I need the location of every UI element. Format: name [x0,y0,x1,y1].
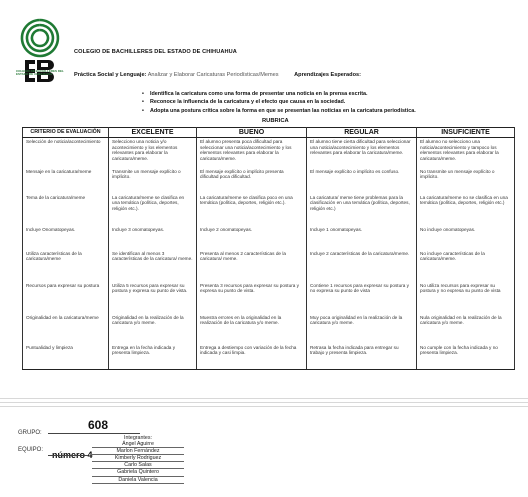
member-name: Ángel Aguirre [92,441,184,448]
table-row [23,168,515,194]
logo-caption: COLEGIO DE BACHILLERES DEL ESTADO DE CHIHUAHUA [16,69,64,77]
table-cell: No transmite un mensaje explícito o implícito. [417,168,515,194]
school-name: COLEGIO DE BACHILLERES DEL ESTADO DE CHIHUAHUA [74,49,237,55]
table-cell: El alumno no selecciono una noticia/acontecimiento y tampoco los elementos relevantes para elaborar la caricatura/meme. [417,138,515,168]
team-label: EQUIPO: [18,447,44,453]
expected-label: Aprendizajes Esperados: [294,72,361,78]
practice-value: Analizar y Elaborar Caricaturas Periodísticas/Memes [147,72,279,78]
table-cell: Incluye Onomatopeyas. [23,226,109,250]
member-name: Marlon Fernández [92,448,184,455]
table-cell: Entrega a destiempo con variación de la fecha indicada y casi limpia. [197,344,307,370]
table-cell: Originalidad en la caricatura/meme [23,314,109,344]
table-row [23,282,515,314]
table-cell: El alumno tiene cierta dificultad para seleccionar una noticia/acontecimiento y los elementos relevantes para elaborar la caricatura/meme. [307,138,417,168]
members-title: Integrantes: [124,435,152,441]
table-cell: Incluye 1 onomatopeyas. [307,226,417,250]
header-bueno: BUENO [197,128,307,138]
table-cell: La caricatura/meme se clasifica en una temática (política, deportes, religión etc.). [109,194,197,226]
member-name: Gabriela Quintero [92,469,184,476]
table-cell: La caricatura/ meme tiene problemas para la clasificación en una temática (política, deportes, religión etc.) [307,194,417,226]
table-cell: Utiliza 5 recursos para expresar su postura y expresa su punto de vista. [109,282,197,314]
objective-item: • Adopta una postura crítica sobre la forma en que se presentan las noticias en la caricatura periodística. [142,107,416,115]
table-cell: Presenta al menos 2 características de la caricatura/ meme. [197,250,307,282]
divider [0,406,528,407]
table-cell: Incluye 2 características de la caricatura/meme. [307,250,417,282]
objective-item: • Identifica la caricatura como una forma de presentar una noticia en la prensa escrita. [142,90,416,98]
header-regular: REGULAR [307,128,417,138]
member-name: Daniela Valencia [92,477,184,484]
table-cell: No incluye características de la caricatura/meme. [417,250,515,282]
table-row [23,250,515,282]
group-underline [48,433,140,434]
table-cell: Selecciono una noticia y/o acontecimiento y los elementos relevantes para elaborar la caricatura/meme. [109,138,197,168]
objective-item: • Reconoce la influencia de la caricatura y el efecto que causa en la sociedad. [142,98,416,106]
table-cell: Selección de noticia/acontecimiento [23,138,109,168]
group-label: GRUPO: [18,430,42,436]
divider [0,398,528,399]
table-cell: El mensaje explícito o implícito presenta dificultad poca dificultad. [197,168,307,194]
table-cell: El mensaje explícito o implícito es confuso. [307,168,417,194]
table-cell: No utiliza recursos para expresar su postura y no expresa su punto de vista [417,282,515,314]
table-cell: Puntualidad y limpieza [23,344,109,370]
table-cell: La caricatura/meme no se clasifica en una temática (política, deportes, religión etc.) [417,194,515,226]
rubric-header-row [23,128,515,138]
table-cell: Muy poca originalidad en la realización de la caricatura y/o meme. [307,314,417,344]
team-underline [48,455,88,456]
member-name: Carlo Salas [92,462,184,469]
table-cell: Incluye 3 onomatopeyas. [109,226,197,250]
member-name: Kimberly Rodriguez [92,455,184,462]
practice-label: Práctica Social y Lenguaje: [74,72,147,78]
rubric-table [22,127,515,370]
header-insuficiente: INSUFICIENTE [417,128,515,138]
group-number: 608 [88,418,109,432]
table-cell: Incluye 2 onomatopeyas. [197,226,307,250]
table-cell: Originalidad en la realización de la caricatura y/o meme. [109,314,197,344]
table-cell: No incluye onomatopeyas. [417,226,515,250]
table-cell: El alumno presenta poca dificultad para seleccionar una noticia/acontecimiento y los elementos relevantes para elaborar la caricatura/meme. [197,138,307,168]
table-cell: Nula originalidad en la realización de la caricatura y/o meme. [417,314,515,344]
table-cell: Muestra errores en la originalidad en la realización de la caricatura y/o meme. [197,314,307,344]
team-number: número 4 [52,450,93,460]
header-excelente: EXCELENTE [109,128,197,138]
table-cell: Tema de la caricatura/meme [23,194,109,226]
table-cell: Presenta 3 recursos para expresar su postura y expresa su punto de vista. [197,282,307,314]
table-cell: Se identifican al menos 3 características de la caricatura/ meme. [109,250,197,282]
table-row [23,194,515,226]
table-cell: La caricatura/meme se clasifica poco en una temática (política, deportes, religión etc.). [197,194,307,226]
table-cell: Recursos para expresar su postura [23,282,109,314]
rubric-title: RUBRICA [262,118,289,124]
header-criterio: CRITERIO DE EVALUACIÓN [23,128,109,138]
table-cell: Mensaje en la caricatura/meme [23,168,109,194]
table-cell: Utiliza características de la caricatura/meme [23,250,109,282]
table-cell: No cumple con la fecha indicada y no presenta limpieza. [417,344,515,370]
table-cell: Entrega en la fecha indicada y presenta limpieza. [109,344,197,370]
members-list [92,435,184,484]
table-row [23,344,515,370]
learning-objectives [142,90,416,115]
practice-line [74,72,361,78]
table-cell: Contiene 1 recursos para expresar su postura y no expresa su punto de vista [307,282,417,314]
table-row [23,138,515,168]
table-cell: Retrasa la fecha indicada para entregar su trabajo y presenta limpieza. [307,344,417,370]
divider [0,402,528,403]
table-row [23,226,515,250]
table-cell: Transmite un mensaje explícito o implícito. [109,168,197,194]
table-row [23,314,515,344]
